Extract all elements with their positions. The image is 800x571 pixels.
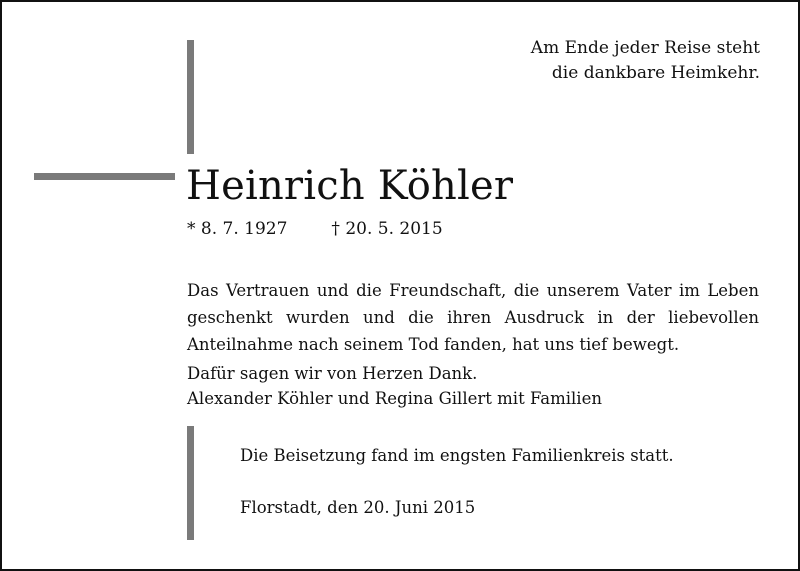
birth-date: * 8. 7. 1927: [187, 219, 288, 239]
place-and-date: Florstadt, den 20. Juni 2015: [240, 498, 476, 517]
gratitude-message: Das Vertrauen und die Freundschaft, die unserem Vater im Leben geschenkt wurden und die ihren Ausdruck in der liebevollen Anteilnahme nach seinem Tod fanden, hat uns tief bewegt.: [187, 281, 759, 354]
thanks-block: [187, 361, 602, 411]
signatories: Alexander Köhler und Regina Gillert mit Familien: [187, 389, 602, 408]
motto-line-1: Am Ende jeder Reise steht: [530, 38, 760, 58]
funeral-note: Die Beisetzung fand im engsten Familienkreis statt.: [240, 446, 674, 465]
cross-horizontal-bar: [34, 173, 175, 180]
death-date: † 20. 5. 2015: [331, 219, 443, 239]
thanks-line: Dafür sagen wir von Herzen Dank.: [187, 364, 478, 383]
life-dates: [187, 217, 443, 241]
decorative-vertical-bar: [187, 426, 194, 540]
motto-line-2: die dankbare Heimkehr.: [551, 63, 760, 83]
cross-vertical-bar: [187, 40, 194, 154]
motto-quote: [490, 36, 760, 86]
deceased-name: Heinrich Köhler: [186, 163, 514, 209]
